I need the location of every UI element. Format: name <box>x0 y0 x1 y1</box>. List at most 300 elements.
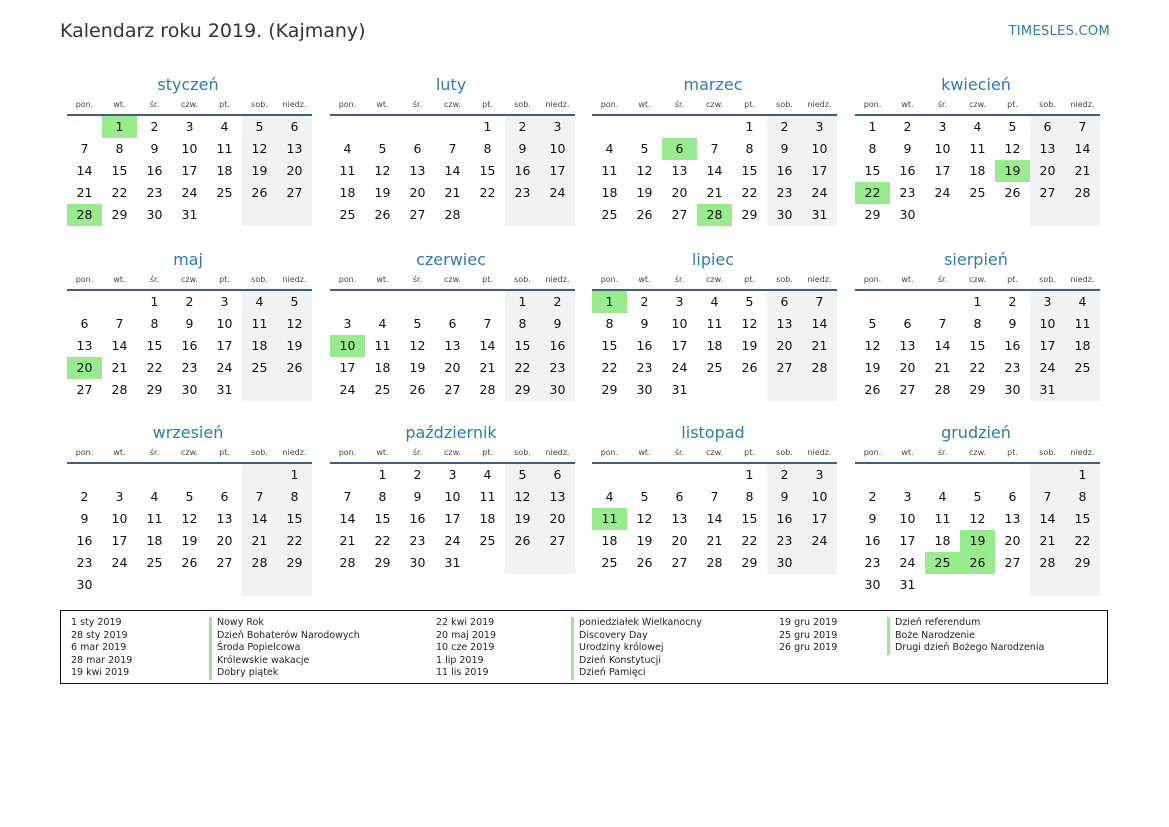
day-cell: 11 <box>592 508 627 530</box>
day-cell: 20 <box>767 335 802 357</box>
weekday-label: pon. <box>338 448 357 457</box>
weekday-label: pt. <box>1007 275 1018 284</box>
weekday-label: pt. <box>1007 100 1018 109</box>
weekday-label: sob. <box>776 448 793 457</box>
day-cell: 24 <box>802 530 837 552</box>
day-cell: 19 <box>277 335 312 357</box>
weekday-label: sob. <box>514 275 531 284</box>
day-cell: 5 <box>185 489 194 504</box>
day-cell: 12 <box>374 163 391 178</box>
day-cell-empty <box>470 291 505 313</box>
weekday-label: sob. <box>514 100 531 109</box>
day-cell: 8 <box>868 141 877 156</box>
day-cell: 31 <box>444 555 461 570</box>
weekday-label: wt. <box>376 275 389 284</box>
weekday-label: pt. <box>482 275 493 284</box>
day-cell: 10 <box>934 141 951 156</box>
day-cell: 17 <box>540 160 575 182</box>
day-cell: 13 <box>671 511 688 526</box>
day-cell-empty <box>1065 204 1100 226</box>
day-cell: 1 <box>868 119 877 134</box>
day-cell: 30 <box>767 552 802 574</box>
day-cell: 24 <box>216 360 233 375</box>
day-cell-empty <box>277 574 312 596</box>
day-cell: 1 <box>102 116 137 138</box>
weekday-label: czw. <box>181 275 198 284</box>
legend-date: 19 kwi 2019 <box>71 667 130 678</box>
day-cell: 15 <box>741 163 758 178</box>
day-cell-empty <box>505 204 540 226</box>
month-8 <box>67 421 312 596</box>
month-1 <box>330 73 575 226</box>
day-cell: 17 <box>899 533 916 548</box>
day-cell-empty <box>1030 464 1065 486</box>
weekday-label: śr. <box>937 100 948 109</box>
day-cell: 27 <box>277 182 312 204</box>
day-cell: 16 <box>767 508 802 530</box>
day-cell: 2 <box>413 467 422 482</box>
day-cell-empty <box>960 464 995 486</box>
day-cell: 4 <box>938 489 947 504</box>
weekday-label: sob. <box>776 275 793 284</box>
day-cell: 7 <box>242 486 277 508</box>
weekday-label: sob. <box>776 100 793 109</box>
day-cell: 6 <box>1008 489 1017 504</box>
day-cell-empty <box>505 552 540 574</box>
day-cell: 27 <box>444 382 461 397</box>
day-grid <box>67 291 312 401</box>
day-cell: 5 <box>640 489 649 504</box>
day-cell: 11 <box>339 163 356 178</box>
day-cell: 24 <box>444 533 461 548</box>
day-cell: 31 <box>181 207 198 222</box>
day-cell: 13 <box>444 338 461 353</box>
day-cell: 26 <box>864 382 881 397</box>
weekday-label: sob. <box>1039 275 1056 284</box>
day-cell: 16 <box>146 163 163 178</box>
day-cell-empty <box>1065 574 1100 596</box>
day-cell: 26 <box>242 182 277 204</box>
day-cell: 28 <box>802 357 837 379</box>
weekday-label: śr. <box>412 100 423 109</box>
day-cell: 12 <box>636 163 653 178</box>
day-cell: 27 <box>671 207 688 222</box>
day-cell: 18 <box>601 533 618 548</box>
day-cell: 16 <box>864 533 881 548</box>
month-name: kwiecień <box>941 75 1011 94</box>
month-name: sierpień <box>944 250 1008 269</box>
day-cell: 16 <box>767 160 802 182</box>
day-cell: 3 <box>185 119 194 134</box>
day-cell: 16 <box>181 338 198 353</box>
day-cell: 16 <box>1004 338 1021 353</box>
weekday-header <box>855 445 1100 464</box>
weekday-label: śr. <box>937 448 948 457</box>
day-cell-empty <box>855 464 890 486</box>
day-cell-empty <box>855 291 890 313</box>
day-cell: 2 <box>150 119 159 134</box>
day-cell: 11 <box>374 338 391 353</box>
day-cell: 16 <box>636 338 653 353</box>
day-cell: 1 <box>745 119 754 134</box>
day-cell-empty <box>802 552 837 574</box>
day-cell: 27 <box>540 530 575 552</box>
day-cell-empty <box>207 464 242 486</box>
day-cell: 19 <box>242 160 277 182</box>
day-cell-empty <box>470 552 505 574</box>
weekday-label: czw. <box>969 275 986 284</box>
day-cell: 21 <box>1030 530 1065 552</box>
day-cell-empty <box>207 204 242 226</box>
day-cell: 20 <box>1004 533 1021 548</box>
day-cell: 13 <box>409 163 426 178</box>
weekday-label: czw. <box>706 448 723 457</box>
legend-holiday-name: Dzień Pamięci <box>571 667 702 680</box>
day-cell: 23 <box>767 530 802 552</box>
day-cell: 27 <box>899 382 916 397</box>
day-cell: 28 <box>67 204 102 226</box>
day-cell: 18 <box>216 163 233 178</box>
day-cell: 15 <box>505 335 540 357</box>
day-cell: 23 <box>409 533 426 548</box>
day-cell-empty <box>242 204 277 226</box>
day-cell: 23 <box>146 185 163 200</box>
day-grid <box>855 291 1100 401</box>
day-cell: 12 <box>636 511 653 526</box>
day-cell: 30 <box>146 207 163 222</box>
day-cell: 3 <box>540 116 575 138</box>
legend-date: 10 cze 2019 <box>436 642 495 653</box>
weekday-label: śr. <box>149 275 160 284</box>
day-cell: 26 <box>741 360 758 375</box>
day-cell-empty <box>1030 204 1065 226</box>
day-cell: 28 <box>1030 552 1065 574</box>
day-cell: 11 <box>1065 313 1100 335</box>
day-cell: 29 <box>864 207 881 222</box>
day-cell: 26 <box>1004 185 1021 200</box>
day-cell: 24 <box>802 182 837 204</box>
day-cell-empty <box>400 116 435 138</box>
day-cell: 25 <box>216 185 233 200</box>
day-cell: 23 <box>767 182 802 204</box>
month-11 <box>855 421 1100 596</box>
day-cell: 23 <box>1004 360 1021 375</box>
day-cell: 24 <box>671 360 688 375</box>
day-cell: 26 <box>505 530 540 552</box>
day-cell-empty <box>925 291 960 313</box>
day-cell: 15 <box>374 511 391 526</box>
day-cell: 25 <box>706 360 723 375</box>
day-cell: 4 <box>220 119 229 134</box>
day-cell: 23 <box>540 357 575 379</box>
day-cell: 15 <box>601 338 618 353</box>
month-2 <box>592 73 837 226</box>
day-cell-empty <box>365 116 400 138</box>
day-cell: 27 <box>409 207 426 222</box>
day-cell: 23 <box>76 555 93 570</box>
legend-holiday-name: Środa Popielcowa <box>209 642 360 655</box>
weekday-label: niedz. <box>1070 448 1095 457</box>
day-grid <box>592 116 837 226</box>
day-cell: 19 <box>741 338 758 353</box>
month-name: lipiec <box>691 250 735 269</box>
weekday-label: sob. <box>1039 448 1056 457</box>
legend-holiday-name: Dobry piątek <box>209 667 360 680</box>
day-cell: 12 <box>277 313 312 335</box>
day-cell: 11 <box>601 163 618 178</box>
day-cell: 8 <box>150 316 159 331</box>
day-cell: 31 <box>216 382 233 397</box>
day-cell: 9 <box>868 511 877 526</box>
day-cell: 4 <box>605 489 614 504</box>
weekday-label: śr. <box>412 448 423 457</box>
day-cell: 29 <box>969 382 986 397</box>
day-cell: 14 <box>934 338 951 353</box>
day-cell: 20 <box>1030 160 1065 182</box>
day-cell-empty <box>925 574 960 596</box>
legend-date: 26 gru 2019 <box>779 642 838 653</box>
day-cell: 18 <box>146 533 163 548</box>
legend-holiday-name: Nowy Rok <box>209 617 360 630</box>
weekday-label: pon. <box>338 275 357 284</box>
day-cell: 14 <box>1065 138 1100 160</box>
day-cell-empty <box>697 379 732 401</box>
day-cell: 22 <box>855 182 890 204</box>
day-cell: 1 <box>483 119 492 134</box>
day-cell: 5 <box>413 316 422 331</box>
day-cell: 25 <box>925 552 960 574</box>
day-cell: 9 <box>767 138 802 160</box>
day-cell: 17 <box>1030 335 1065 357</box>
weekday-label: pon. <box>863 275 882 284</box>
day-cell: 26 <box>636 207 653 222</box>
day-cell-empty <box>102 291 137 313</box>
day-cell: 9 <box>413 489 422 504</box>
day-cell: 11 <box>216 141 233 156</box>
day-cell: 30 <box>864 577 881 592</box>
day-grid <box>67 464 312 596</box>
day-cell: 4 <box>343 141 352 156</box>
day-cell: 19 <box>505 508 540 530</box>
day-cell: 7 <box>1030 486 1065 508</box>
weekday-label: wt. <box>638 448 651 457</box>
day-cell-empty <box>172 464 207 486</box>
month-0 <box>67 73 312 226</box>
day-cell: 26 <box>374 207 391 222</box>
day-grid <box>855 116 1100 226</box>
day-cell: 21 <box>802 335 837 357</box>
day-cell-empty <box>470 204 505 226</box>
day-cell: 16 <box>505 160 540 182</box>
weekday-label: sob. <box>251 275 268 284</box>
day-cell-empty <box>67 291 102 313</box>
day-grid <box>330 291 575 401</box>
weekday-label: niedz. <box>282 275 307 284</box>
day-cell: 9 <box>640 316 649 331</box>
day-cell: 30 <box>409 555 426 570</box>
day-cell-empty <box>207 574 242 596</box>
legend-holiday-name: Królewskie wakacje <box>209 655 360 668</box>
day-cell: 14 <box>76 163 93 178</box>
weekday-label: czw. <box>706 100 723 109</box>
weekday-label: śr. <box>674 448 685 457</box>
day-cell-empty <box>277 204 312 226</box>
day-cell: 13 <box>671 163 688 178</box>
day-cell: 6 <box>662 138 697 160</box>
day-cell: 19 <box>995 160 1030 182</box>
day-cell: 18 <box>969 163 986 178</box>
day-cell: 12 <box>409 338 426 353</box>
day-cell: 25 <box>479 533 496 548</box>
day-cell: 20 <box>899 360 916 375</box>
day-cell: 4 <box>242 291 277 313</box>
day-cell-empty <box>435 116 470 138</box>
weekday-label: pon. <box>600 275 619 284</box>
day-cell: 8 <box>505 313 540 335</box>
day-cell: 14 <box>444 163 461 178</box>
weekday-label: sob. <box>514 448 531 457</box>
legend-names <box>209 617 360 680</box>
day-cell: 6 <box>767 291 802 313</box>
weekday-label: pon. <box>863 100 882 109</box>
day-cell: 13 <box>216 511 233 526</box>
day-cell-empty <box>767 379 802 401</box>
weekday-label: niedz. <box>807 448 832 457</box>
day-cell: 10 <box>899 511 916 526</box>
day-cell: 22 <box>741 185 758 200</box>
day-cell: 22 <box>479 185 496 200</box>
day-cell: 3 <box>802 116 837 138</box>
day-cell: 8 <box>745 489 754 504</box>
legend-holiday-name: Urodziny królowej <box>571 642 702 655</box>
day-cell-empty <box>137 464 172 486</box>
day-cell: 7 <box>938 316 947 331</box>
day-cell: 22 <box>741 533 758 548</box>
day-cell: 12 <box>242 138 277 160</box>
weekday-label: pt. <box>219 448 230 457</box>
day-cell-empty <box>400 291 435 313</box>
day-cell-empty <box>627 116 662 138</box>
day-cell: 16 <box>899 163 916 178</box>
day-cell-empty <box>365 291 400 313</box>
day-cell: 30 <box>899 207 916 222</box>
day-cell: 19 <box>409 360 426 375</box>
weekday-label: pon. <box>338 100 357 109</box>
weekday-label: niedz. <box>545 448 570 457</box>
day-cell-empty <box>890 464 925 486</box>
day-cell: 5 <box>242 116 277 138</box>
legend-date: 28 mar 2019 <box>71 654 133 666</box>
day-grid <box>330 464 575 574</box>
weekday-label: sob. <box>251 100 268 109</box>
weekday-header <box>855 97 1100 116</box>
day-cell: 1 <box>592 291 627 313</box>
day-cell: 25 <box>601 555 618 570</box>
day-cell: 22 <box>601 360 618 375</box>
day-cell-empty <box>1065 379 1100 401</box>
day-cell: 23 <box>505 182 540 204</box>
day-cell-empty <box>732 379 767 401</box>
day-cell: 3 <box>220 294 229 309</box>
site-link[interactable]: TIMESLES.COM <box>1008 24 1110 39</box>
day-cell: 12 <box>505 486 540 508</box>
day-cell-empty <box>890 291 925 313</box>
day-cell-empty <box>172 574 207 596</box>
day-cell: 5 <box>1008 119 1017 134</box>
day-cell-empty <box>242 464 277 486</box>
day-cell: 5 <box>745 294 754 309</box>
weekday-label: czw. <box>706 275 723 284</box>
day-cell-empty <box>697 464 732 486</box>
day-grid <box>855 464 1100 596</box>
day-cell: 10 <box>1030 313 1065 335</box>
day-cell: 20 <box>671 185 688 200</box>
weekday-label: czw. <box>444 448 461 457</box>
day-cell: 20 <box>277 160 312 182</box>
day-cell: 9 <box>150 141 159 156</box>
day-cell-empty <box>540 552 575 574</box>
day-cell: 22 <box>1065 530 1100 552</box>
day-cell: 26 <box>960 552 995 574</box>
weekday-label: pt. <box>219 275 230 284</box>
day-cell: 2 <box>80 489 89 504</box>
legend-dates <box>779 617 837 655</box>
weekday-label: niedz. <box>282 448 307 457</box>
day-cell-empty <box>802 379 837 401</box>
day-cell: 1 <box>973 294 982 309</box>
day-cell: 8 <box>115 141 124 156</box>
weekday-header <box>592 272 837 291</box>
weekday-label: wt. <box>638 275 651 284</box>
day-cell: 26 <box>277 357 312 379</box>
day-cell-empty <box>242 574 277 596</box>
day-cell: 25 <box>146 555 163 570</box>
day-cell: 12 <box>741 316 758 331</box>
month-name: maj <box>173 250 203 269</box>
legend-holiday-name: Dzień Konstytucji <box>571 655 702 668</box>
day-cell: 28 <box>242 552 277 574</box>
weekday-label: wt. <box>901 275 914 284</box>
day-cell: 12 <box>864 338 881 353</box>
day-cell: 18 <box>601 185 618 200</box>
day-cell: 9 <box>767 486 802 508</box>
day-cell: 24 <box>111 555 128 570</box>
day-cell: 10 <box>111 511 128 526</box>
month-7 <box>855 248 1100 401</box>
day-cell: 3 <box>675 294 684 309</box>
day-cell: 20 <box>67 357 102 379</box>
day-cell: 17 <box>802 508 837 530</box>
day-cell-empty <box>540 204 575 226</box>
day-cell: 17 <box>111 533 128 548</box>
legend-date: 22 kwi 2019 <box>436 617 495 628</box>
legend-date: 11 lis 2019 <box>436 667 489 678</box>
day-cell: 19 <box>864 360 881 375</box>
day-cell: 3 <box>938 119 947 134</box>
day-cell-empty <box>277 379 312 401</box>
day-cell: 18 <box>706 338 723 353</box>
day-cell: 9 <box>185 316 194 331</box>
weekday-header <box>330 272 575 291</box>
weekday-label: wt. <box>113 448 126 457</box>
day-cell: 19 <box>374 185 391 200</box>
day-cell: 29 <box>505 379 540 401</box>
day-cell: 21 <box>1065 160 1100 182</box>
day-cell-empty <box>995 204 1030 226</box>
weekday-label: śr. <box>937 275 948 284</box>
legend-names <box>887 617 1044 655</box>
day-cell: 13 <box>76 338 93 353</box>
